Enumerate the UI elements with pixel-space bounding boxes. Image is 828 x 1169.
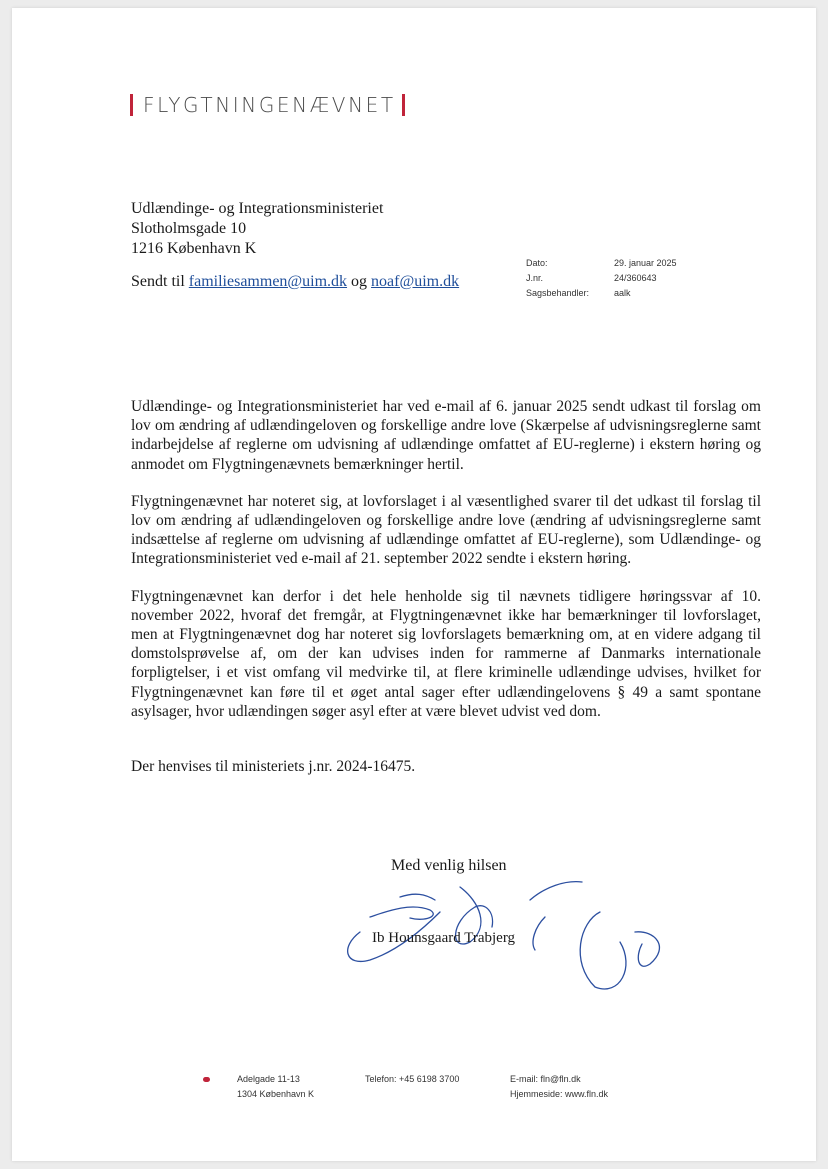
meta-label: Dato: xyxy=(526,258,548,268)
sent-joiner: og xyxy=(347,273,372,290)
footer-city: 1304 København K xyxy=(237,1089,315,1099)
email-link-familiesammen[interactable]: familiesammen@uim.dk xyxy=(188,273,348,290)
signatory-name: Ib Hounsgaard Trabjerg xyxy=(372,930,516,946)
reference-paragraph: Der henvises til ministeriets j.nr. 2024-16475. xyxy=(131,758,416,776)
footer-phone: Telefon: +45 6198 3700 xyxy=(365,1074,460,1084)
logo xyxy=(130,93,405,117)
footer-bullet-icon xyxy=(203,1077,210,1082)
closing-greeting: Med venlig hilsen xyxy=(391,857,507,874)
body-paragraph: Flygtningenævnet har noteret sig, at lovforslaget i al væsentlighed svarer til det udkast til forslag til lov om ændring af udlændingeloven og forskellige andre love (ændring af udvisningsreglerne samt indsættelse af reglerne om udvisning af udlændinge omfattet af EU-reglerne), som Udlændinge- og Integrationsministeriet ved e-mail af 21. september 2022 sendte i ekstern høring. xyxy=(131,492,761,568)
meta-label: J.nr. xyxy=(526,273,544,283)
footer-address xyxy=(237,1072,314,1102)
email-link-noaf[interactable]: noaf@uim.dk xyxy=(371,273,460,290)
meta-row-caseworker xyxy=(526,286,677,301)
recipient-city: 1216 København K xyxy=(131,240,257,257)
meta-label: Sagsbehandler: xyxy=(526,288,590,298)
recipient-address xyxy=(131,199,383,259)
meta-row-date xyxy=(526,256,677,271)
meta-value: 29. januar 2025 xyxy=(614,258,677,268)
sent-to-line xyxy=(131,273,459,291)
footer-street: Adelgade 11-13 xyxy=(237,1074,300,1084)
meta-value: aalk xyxy=(614,288,631,298)
body-paragraph: Udlændinge- og Integrationsministeriet har ved e-mail af 6. januar 2025 sendt udkast til forslag om lov om ændring af udlændingeloven og forskellige andre love (Skærpelse af udvisningsreglerne samt indarbejdelse af reglerne om udvisning af udlændinge omfattet af EU-reglerne) i ekstern høring og anmodet om Flygtningenævnets bemærkninger hertil. xyxy=(131,398,761,473)
logo-bar-right xyxy=(402,94,405,116)
meta-value: 24/360643 xyxy=(614,273,657,283)
logo-text: FLYGTNINGENÆVNET xyxy=(143,93,396,117)
footer-contact xyxy=(510,1072,608,1102)
meta-row-jnr xyxy=(526,271,677,286)
recipient-name: Udlændinge- og Integrationsministeriet xyxy=(131,200,384,217)
case-metadata xyxy=(526,256,677,301)
recipient-street: Slotholmsgade 10 xyxy=(131,220,247,237)
body-paragraph: Flygtningenævnet kan derfor i det hele henholde sig til nævnets tidligere høringssvar af 10. november 2022, hvoraf det fremgår, at Flygtningenævnet ikke har bemærkninger til lovforslaget, men at Flygtningenævnet dog har noteret sig lovforslagets bemærkning om, at en videre adgang til domstolsprøvelse af, om der kan udvises inden for rammerne af Danmarks internationale forpligtelser, i et vist omfang vil medvirke til, at flere kriminelle udlændinge udvises, hvilket for Flygtningenævnet kan føre til et øget antal sager efter udlændingelovens § 49 a samt spontane asylsager, hvor udlændingen søger asyl efter at være blevet udvist ved dom. xyxy=(131,587,761,720)
letter-body xyxy=(131,397,761,794)
footer-website: Hjemmeside: www.fln.dk xyxy=(510,1089,609,1099)
logo-bar-left xyxy=(130,94,133,116)
footer-email: E-mail: fln@fln.dk xyxy=(510,1074,581,1084)
sent-prefix: Sendt til xyxy=(131,273,189,290)
